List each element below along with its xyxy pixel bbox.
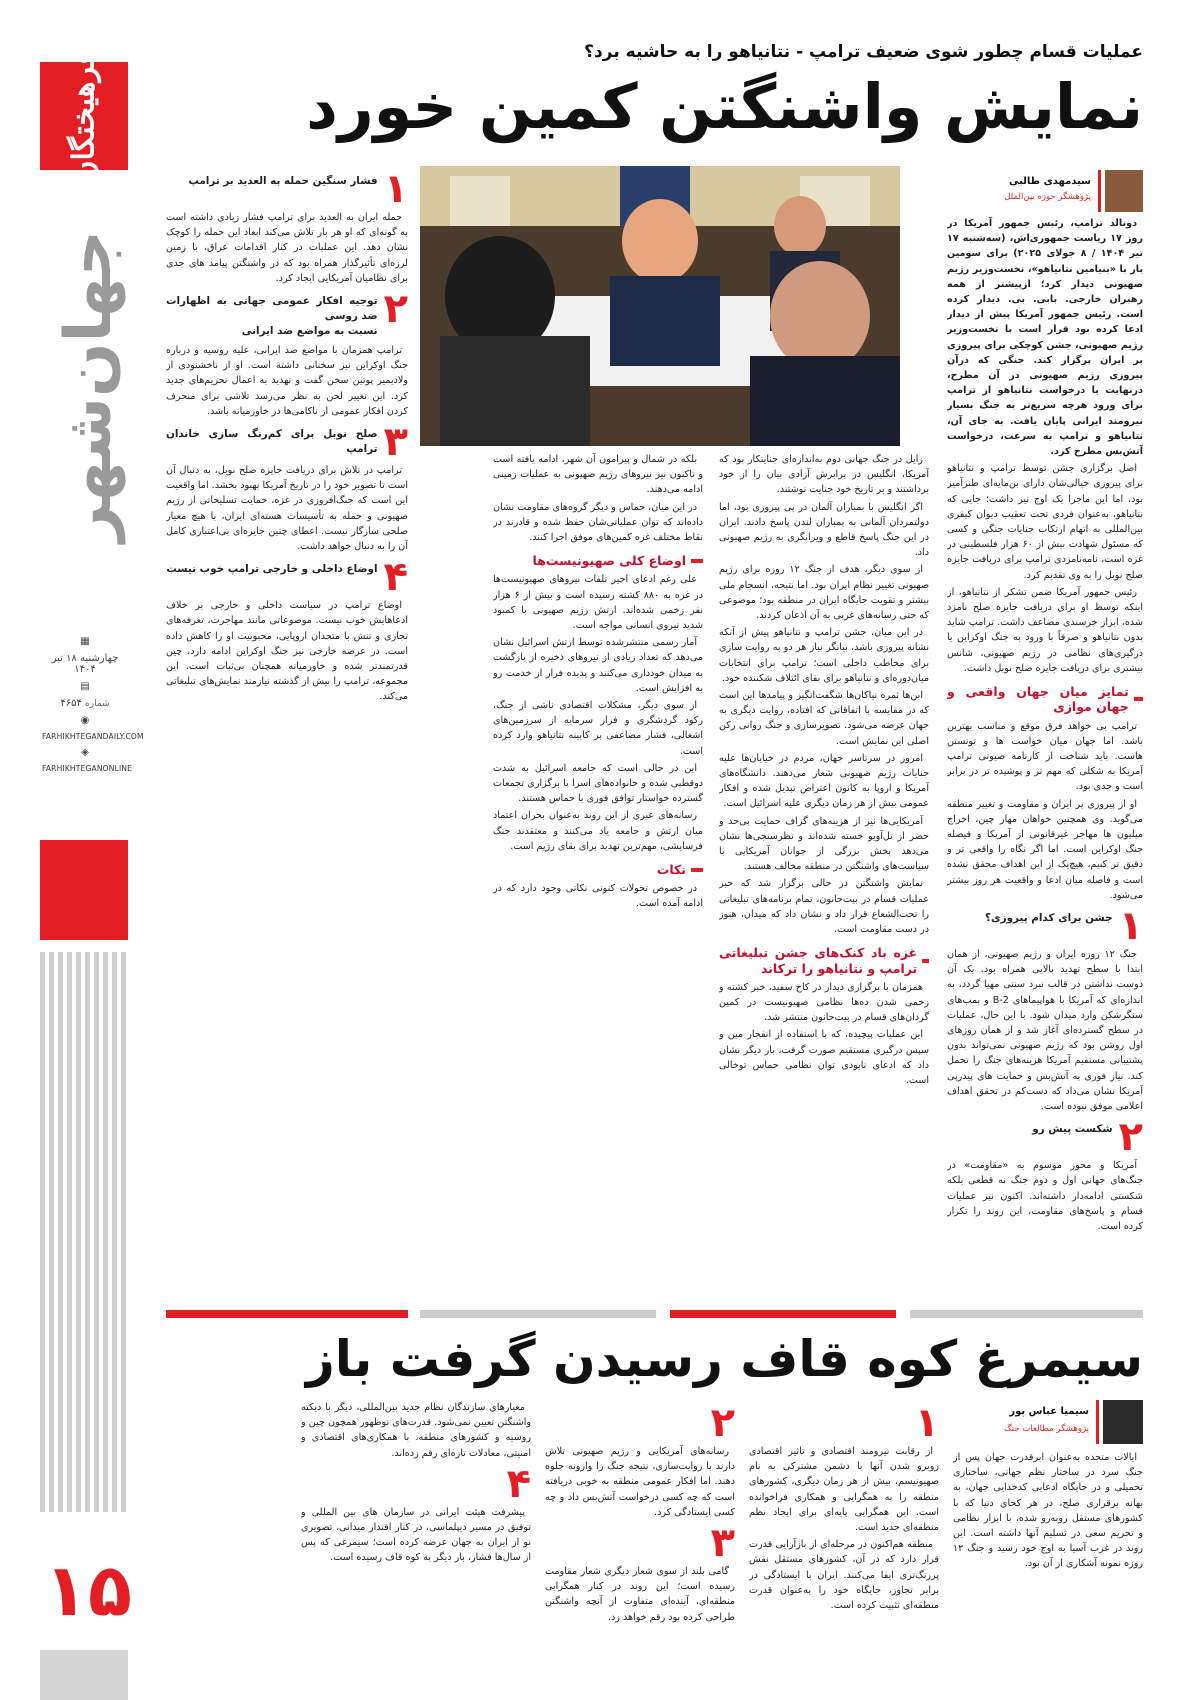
body-paragraph: پیشرفت هیئت ایرانی در سازمان های بین المللی و توفیق در مسیر دیپلماسی، در کنار اقتدار میدانی، تصویری نو از ایران به جهان عرضه کرده است؛ سیمرغی که پس از سال‌ها فشار، بار دیگر به کوه قاف رسیده است.	[301, 1506, 531, 1564]
body-paragraph: ترامپ بی‌ خواهد فرق موقع و مناسب بهترین باشد. اما جهان میان خواست ها و تونستن هاست. باید شناخت از کارنامه صیونی ترامپ آمریکا به شکلی که مهم تر و پوشیده تر در برابر است و جدی بود.	[947, 720, 1143, 793]
article-headline: نمایش واشنگتن کمین خورد	[306, 70, 1143, 143]
left-column	[166, 166, 408, 1306]
body-paragraph: امروز در سرتاسر جهان، مردم در خیابان‌ها علیه جنایات رژیم صهیونی شعار می‌دهند. دانشگاه‌های آمریکا و اروپا به کانون اعتراض تبدیل شده و افکار عمومی بیش از هر زمان دیگری علیه اسرائیل است.	[719, 752, 929, 810]
article-kicker: عملیات قسام چطور شوی ضعیف ترامپ - نتانیاهو را به حاشیه برد؟	[584, 42, 1143, 62]
point-title: فشار سنگین حمله به العدید بر ترامپ	[188, 175, 378, 187]
author-role: پژوهشگر حوزه بین‌الملل	[1004, 192, 1091, 202]
body-paragraph: در این میان، جشن ترامپ و نتانیاهو پیش از آنکه نشانه پیروزی باشد، بیانگر نیاز هر دو به روایت سازی برای مخاطب داخلی است؛ ترامپ برای انتخابات میان‌دوره‌ای و نتانیاهو برای بقای ائتلاف شکننده خود.	[719, 627, 929, 684]
point-number: ۱	[914, 1400, 939, 1446]
body-paragraph: او از پیروزی بر ایران و مقاومت و تغییر منطقه می‌گوید. وی همچنین خواهان مهار چین، اخراج میلیون ها مهاجر غیرقانونی از آمریکا و فیصله جنگ اوکراین است. اما اگر نگاه را واقعی تر و دقیق تر کنیم، هیچ‌یک از این اهداف محقق نشده است و فاصله میان ادعا و واقعیت هر روز بیشتر می‌شود.	[947, 798, 1143, 901]
numbered-point-2	[166, 286, 408, 339]
point-title: اوضاع داخلی و خارجی ترامپ خوب نیست	[166, 563, 378, 576]
article2-column-4	[301, 1400, 531, 1655]
body-paragraph: آمریکا و محور موسوم به «مقاومت» در جنگ‌های جهانی اول و دوم جنگ نه قطعی بلکه شکستی ادامه‌دار داشته‌اند. اکنون نیز عملیات قسام و پاسخ‌های مقاومت، این روند را تکرار کرده است.	[947, 1160, 1143, 1232]
subheading-text: نکات	[656, 862, 686, 878]
numbered-point-2	[947, 1114, 1143, 1161]
body-paragraph: زایل در جنگ جهانی دوم به‌اندازه‌ای جنایتکار بود که آمریکا، انگلیس در برابرش آزادی بیان را از خود برداشتند و بر تاریخ خود جنایت نوشتند.	[719, 454, 929, 496]
point-subtitle: نسبت به مواضع ضد ایرانی	[241, 325, 378, 338]
subheading-text: اوضاع کلی صهیونیست‌ها	[532, 553, 686, 569]
numbered-point-1	[749, 1400, 939, 1446]
body-paragraph: رسانه‌های آمریکایی و رژیم صهیونی تلاش دارند با روایت‌سازی، نتیجه جنگ را وارونه جلوه دهند. اما افکار عمومی منطقه به خوبی دریافته است که چه کسی درخواست آتش‌بس داد و چه کسی ایستادگی کرد.	[545, 1446, 735, 1518]
bottom-grey-block	[40, 1650, 128, 1700]
body-paragraph: ایالات متحده به‌عنوان ابرقدرت جهان پس از جنگ سرد در ساختار نظم جهانی، ساختاری تحمیلی و در جایگاه ادعایی کدخدایی جهان، به بهانه برقراری صلح، در هر کجای دنیا که با کشورهای مستقل روبه‌رو شده، با ابزار نظامی و تحریم سعی در تسلیم آنها داشته است. این روند در غرب آسیا به اوج خود رسید و جنگ ۱۲ روزه نمونه آشکاری از آن بود.	[953, 1452, 1143, 1570]
body-paragraph: آمریکایی‌ها نیز از هزینه‌های گزاف حمایت بی‌حد و حصر از تل‌آویو خسته شده‌اند و نظرسنجی‌ها نشان می‌دهد بخش بزرگی از جوانان آمریکایی با سیاست‌های واشنگتن در منطقه مخالف هستند.	[719, 815, 929, 873]
calendar-icon: ▦	[80, 636, 90, 647]
body-paragraph: این در حالی است که جامعه اسرائیل به شدت دوقطبی شده و خانواده‌های اسرا با برگزاری تجمعات گسترده خواستار توافق فوری با حماس هستند.	[493, 762, 703, 805]
website-link[interactable]: FARHIKHTEGANDAILY.COM	[42, 732, 144, 741]
subheading-marker	[1134, 697, 1143, 701]
divider-red	[166, 1310, 408, 1318]
body-paragraph: آمار رسمی منتشرشده توسط ارتش اسرائیل نشان می‌دهد که تعداد زیادی از نیروهای ذخیره از بازگشت به میدان خودداری می‌کنند و پدیده فرار از خدمت رو به افزایش است.	[493, 637, 703, 694]
byline-accent	[1098, 170, 1101, 212]
body-paragraph: ترامپ در تلاش برای دریافت جایزه صلح نوبل، به دنبال آن است تا تصویر خود را در تاریخ آمریکا بهبود بخشد. اما واقعیت این است که جنگ‌افروزی در غزه، حمایت تسلیحاتی از رژیم صهیونی و حمله به تأسیسات هسته‌ای ایران، با هیچ معیار صلحی سازگار نیست. اعطای چنین جایزه‌ای بی‌اعتباری کامل آن را به دنبال خواهد داشت.	[166, 465, 408, 553]
red-block	[40, 840, 128, 940]
subheading-marker	[922, 959, 929, 963]
subheading-text: غزه باد کنک‌های جشن تبلیغاتی ترامپ و نتانیاهو را ترکاند	[719, 945, 918, 976]
article2-headline: سیمرغ کوه قاف رسیدن گرفت باز	[305, 1330, 1143, 1388]
body-paragraph: در این میان، حماس و دیگر گروه‌های مقاومت نشان داده‌اند که توان عملیاتی‌شان حفظ شده و قادرند در نقاط مختلف غزه کمین‌های موفق اجرا کنند.	[493, 501, 703, 544]
body-paragraph: علی رغم ادعای اخیر تلفات نیروهای صهیونیست‌ها در غزه به ۸۸۰ کشته رسیده است و بیش از ۶ هزار نفر زخمی شده‌اند. ارتش رژیم صهیونی با کمبود شدید نیروی انسانی مواجه است.	[493, 574, 703, 632]
point-number: ۱	[1118, 902, 1143, 949]
body-paragraph: اگر انگلیس با بمباران آلمان در پی پیروزی بود، اما دولتمردان آلمانی به بمباران لندن پاسخ دادند. ایران در این جنگ پاسخ قاطع و ویرانگری به رژیم صهیونی داد.	[719, 501, 929, 559]
subheading	[493, 553, 703, 568]
body-paragraph: اوضاع ترامپ در سیاست داخلی و خارجی بر خلاف ادعاهایش خوب نیست. موضوعاتی مانند مهاجرت، تعرفه‌های تجاری و تنش با متحدان اروپایی، محبوبیت او را کاهش داده است. در عرصه خارجی نیز جنگ اوکراین ادامه دارد، چین قدرتمندتر شده و خاورمیانه همچنان بی‌ثبات است. این مجموعه، ترامپ را بیش از گذشته نیازمند نمایش‌های تبلیغاتی می‌کند.	[166, 600, 408, 703]
point-title: جشن برای کدام پیروزی؟	[985, 911, 1113, 924]
point-number: ۱	[383, 166, 408, 212]
body-paragraph: از سوی دیگر، هدف از جنگ ۱۲ روزه برای رژیم صهیونی تغییر نظام ایران بود. اما نتیجه، انسجام ملی بیشتر و تقویت جایگاه ایران در منطقه بود؛ موضوعی که حتی رسانه‌های غربی به آن اذعان کردند.	[719, 564, 929, 622]
globe-icon: ◉	[80, 715, 90, 726]
body-paragraph: ابن‌ها ثمره نیاکان‌ها شگفت‌انگیز و پیامدها این است که در مقایسه با اتفاقاتی که افتاده، روایت دیگری به جهان عرضه می‌شود. تصویرسازی و جنگ روانی رکن اصلی این نمایش است.	[719, 690, 929, 747]
sidebar	[40, 40, 144, 1700]
issue-number-label: شماره	[85, 699, 110, 709]
body-paragraph: حمله ایران به العدید برای ترامپ فشار زیادی داشته است به گونه‌ای که او هر بار تلاش می‌کند ابعاد این حمله را کوچک نشان دهد. این عملیات در کنار اقدامات عراق، با زمین لرزه‌ای تأثیرگذار همراه بود که در واشنگتن پیامد های جدی برای نظامیان آمریکایی ایجاد کرد.	[166, 212, 408, 284]
body-paragraph: منطقه هم‌اکنون در مرحله‌ای از بازآرایی قدرت قرار دارد که در آن، کشورهای مستقل نقش پررنگ‌تری ایفا می‌کنند. ایران با ایستادگی در برابر تجاوز، جایگاه خود را به‌عنوان قدرت منطقه‌ای تثبیت کرده است.	[749, 1539, 939, 1612]
article2-column-2	[749, 1400, 939, 1655]
author2-role: پژوهشگر مطالعات جنگ	[1004, 1424, 1089, 1434]
subheading	[719, 945, 929, 975]
point-number: ۲	[383, 286, 408, 333]
section-title: جهان‌شهر	[52, 230, 126, 543]
body-paragraph: در خصوص تحولات کنونی نکاتی وجود دارد که در ادامه آمده است.	[493, 883, 703, 910]
issue-date: چهارشنبه ۱۸ تیر ۱۴۰۴	[51, 653, 119, 675]
body-paragraph: همزمان با برگزاری دیدار در کاخ سفید، خبر کشته و زخمی شدن ده‌ها نظامی صهیونیست در کمین گردان‌های قسام در بیت‌حانون منتشر شد.	[719, 981, 929, 1024]
body-paragraph: ترامپ همزمان با مواضع ضد ایرانی، علیه روسیه و درباره جنگ اوکراین نیز سخنانی داشته است. او از ناخشنودی از ولادیمیر پوتین سخن گفت و تهدید به اعمال تحریم‌های جدید کرد. این تغییر لحن به نظر می‌رسد تلاشی برای منحرف کردن افکار عمومی از ناکامی‌ها در خاورمیانه باشد.	[166, 345, 408, 417]
body-paragraph: جنگ ۱۲ روزه ایران و رژیم صهیونی، از همان ابتدا با سطح تهدید بالایی همراه بود. یک آن دوست نداشتن در قالب نبرد سنتی مهیا گردد، به اندازه‌ای که آمریکا با هواپیماهای B-2 و بمب‌های سنگرشکن وارد میدان شود. با این حال، عملیات در سطح گسترده‌ای آغاز شد و از همان روزهای اول روشن بود که رژیم صهیونی نمی‌تواند بدون پشتیبانی مستقیم آمریکا هزینه‌های جنگ را تحمل کند. نیاز فوری به آتش‌بس و حمایت های پیدرپی آمریکا نشان می‌داد که دست‌کم در تحقق اهداف اعلامی موفق نبوده است.	[947, 948, 1143, 1112]
point-number: ۳	[383, 419, 408, 466]
body-paragraph: گامی بلند از سوی شعار دیگری شعار مقاومت رسیده است؛ این روند در کنار همگرایی منطقه‌ای، آینده‌ای متفاوت از آنچه واشنگتن طراحی کرده بود رقم خواهد زد.	[545, 1566, 735, 1623]
numbered-point-4	[301, 1460, 531, 1507]
point-title: صلح نوبل برای کم‌رنگ سازی خاندان ترامپ	[166, 428, 378, 456]
point-title-text: توجیه افکار عمومی جهانی به اظهارات ضد روسی	[166, 295, 378, 323]
divider-grey	[910, 1310, 1143, 1318]
subheading-text: تمایز میان جهان واقعی و جهان موازی	[947, 684, 1129, 715]
body-paragraph: رسانه‌های عبری از این روند به‌عنوان بحران اعتماد میان ارتش و جامعه یاد می‌کنند و معتقدند جنگ فرسایشی، مهم‌ترین تهدید برای بقای رژیم است.	[493, 810, 703, 852]
numbered-point-3	[545, 1520, 735, 1567]
social-icon: ◈	[81, 747, 89, 758]
numbered-point-1	[947, 902, 1143, 949]
subheading-marker	[691, 868, 703, 872]
author2-byline	[953, 1400, 1143, 1444]
middle-column-left	[493, 452, 703, 1306]
subheading-marker	[691, 559, 703, 563]
numbered-point-2	[545, 1400, 735, 1446]
point-title	[166, 292, 378, 339]
issue-meta	[42, 630, 144, 779]
point-number: ۳	[710, 1520, 735, 1567]
point-number: ۴	[383, 554, 408, 601]
stripe-pattern	[40, 952, 128, 1512]
body-paragraph: اصل برگزاری جشن توسط ترامپ و نتانیاهو برای پیروزی خیالی‌شان دارای بن‌مایه‌ای طنزآمیز بود، اما این ماجرا یک اوج نیز داشت؛ جایی که نتانیاهو، به‌عنوان فردی تحت تعقیب دیوان کیفری بین‌المللی به اتهام ارتکاب جنایات جنگی و کسی که مسئول شهادت بیش از ۶۰ هزار فلسطینی در غزه است، نامه‌نامزدی ترامپ برای دریافت جایزه صلح نوبل را به وی تقدیم کرد.	[947, 463, 1143, 581]
middle-column-right	[719, 452, 929, 1306]
lead-paragraph: دونالد ترامپ، رئیس جمهور آمریکا در روز ۱۷ ریاست جمهوری‌اش، (سه‌شنبه ۱۷ تیر ۱۴۰۴ / ۸ جولای ۲۰۲۵) برای سومین بار با «بنیامین نتانیاهو»، نخست‌وزیر رژیم صهیونی دیدار کرد؛ ازپیشتر از همه رهبران خارجی. بابی. بی. دیدار کرده است. رئیس جمهور آمریکا پیش از دیدار ادعا کرده بود قرار است با نخست‌وزیر رژیم صهیونی، جشن کوچکی برای پیروزی بر ایران برگزار کند. جنگی که درآن پیروزی رژیم صهیونی در آن مطرح، درنهایت با درخواست نتانیاهو از ترامپ برای ورود هرچه سریع‌تر به جنگ بسیار نیرومند ایرانی پایان یافت. به جای آن، نتانیاهو و ترامپ به سرعت، درخواست آتش‌بس مطرح کرد.	[947, 218, 1143, 458]
numbered-point-4	[166, 554, 408, 601]
numbered-point-3	[166, 419, 408, 466]
author-name: سیدمهدی طالبی	[1008, 176, 1091, 187]
point-title: شکست پیش رو	[1032, 1123, 1113, 1136]
meeting-photo	[420, 166, 900, 446]
article2-column-3	[545, 1400, 735, 1655]
body-paragraph: این عملیات پیچیده، که با استفاده از انفجار مین و سپس درگیری مستقیم صورت گرفت، بار دیگر نشان داد که ادعای نابودی توان نظامی حماس توخالی است.	[719, 1029, 929, 1086]
author2-name: سیمیا عباس پور	[1009, 1406, 1089, 1417]
byline-accent	[1096, 1400, 1099, 1444]
body-paragraph: نمایش واشنگتن در حالی برگزار شد که خبر عملیات قسام در بیت‌حانون، تمام برنامه‌های تبلیغاتی را تحت‌الشعاع قرار داد و نشان داد که میدان، هنوز در دست مقاومت است.	[719, 878, 929, 936]
divider-grey	[420, 1310, 656, 1318]
body-paragraph: رئیس جمهور آمریکا ضمن تشکر از نتانیاهو، از اینکه توسط او برای دریافت جایزه صلح نامزد شده، ابراز خرسندی مضاعف داشت. ترامپ شاید بدون نتانیاهو و صرفاً با ورود به جنگ اوکراین یا درگیری‌های نظامی در رژیم صهیونی، شانس بیشتری برای دریافت جایزه صلح نوبل داشت.	[947, 586, 1143, 674]
logo-text: فرهیختگان	[66, 50, 102, 182]
article2-column-1	[953, 1450, 1143, 1655]
author-avatar	[1105, 170, 1143, 212]
body-paragraph: بلکه در شمال و پیرامون آن شهر، ادامه یافته است و تاکنون نیز نیروهای رژیم صهیونی به عملیات زمینی ادامه می‌دهند.	[493, 454, 703, 496]
author2-avatar	[1103, 1400, 1143, 1444]
social-handle[interactable]: FARHIKHTEGANONLINE	[42, 764, 133, 773]
subheading	[947, 684, 1143, 714]
body-paragraph: معیارهای سازندگان نظام جدید بین‌المللی، دیگر با دیکته واشنگتن تعیین نمی‌شود. قدرت‌های نوظهور همچون چین و روسیه و کشورهای منطقه، با همکاری‌های اقتصادی و امنیتی، معادلات تازه‌ای رقم زده‌اند.	[301, 1402, 531, 1459]
point-number: ۲	[1118, 1114, 1143, 1161]
divider-red	[670, 1310, 896, 1318]
meeting-photo-illustration	[420, 166, 900, 446]
number-icon: ▤	[80, 681, 90, 692]
main-column-right	[947, 216, 1143, 1306]
point-number: ۴	[506, 1460, 531, 1507]
body-paragraph: از سوی دیگر، مشکلات اقتصادی ناشی از جنگ، رکود گردشگری و فرار سرمایه از سرزمین‌های اشغالی، فشار مضاعفی بر کابینه نتانیاهو وارد کرده است.	[493, 700, 703, 757]
issue-number: ۴۶۵۴	[60, 698, 82, 709]
page-number: ۱۵	[44, 1548, 132, 1632]
subheading	[493, 862, 703, 877]
body-paragraph: از رقابت نیرومند اقتصادی و تاثیر اقتصادی روبرو شدن آنها با دشمن مشترکی به نام صهیونیسم، بیش از هر زمان دیگری، کشورهای منطقه را به همگرایی و همکاری فراخوانده است. این همگرایی پایه‌ای برای ایجاد نظم منطقه‌ای جدید است.	[749, 1446, 939, 1534]
point-number: ۲	[710, 1400, 735, 1446]
author-byline	[947, 170, 1143, 212]
numbered-point-1	[166, 166, 408, 212]
newspaper-logo	[40, 50, 128, 182]
